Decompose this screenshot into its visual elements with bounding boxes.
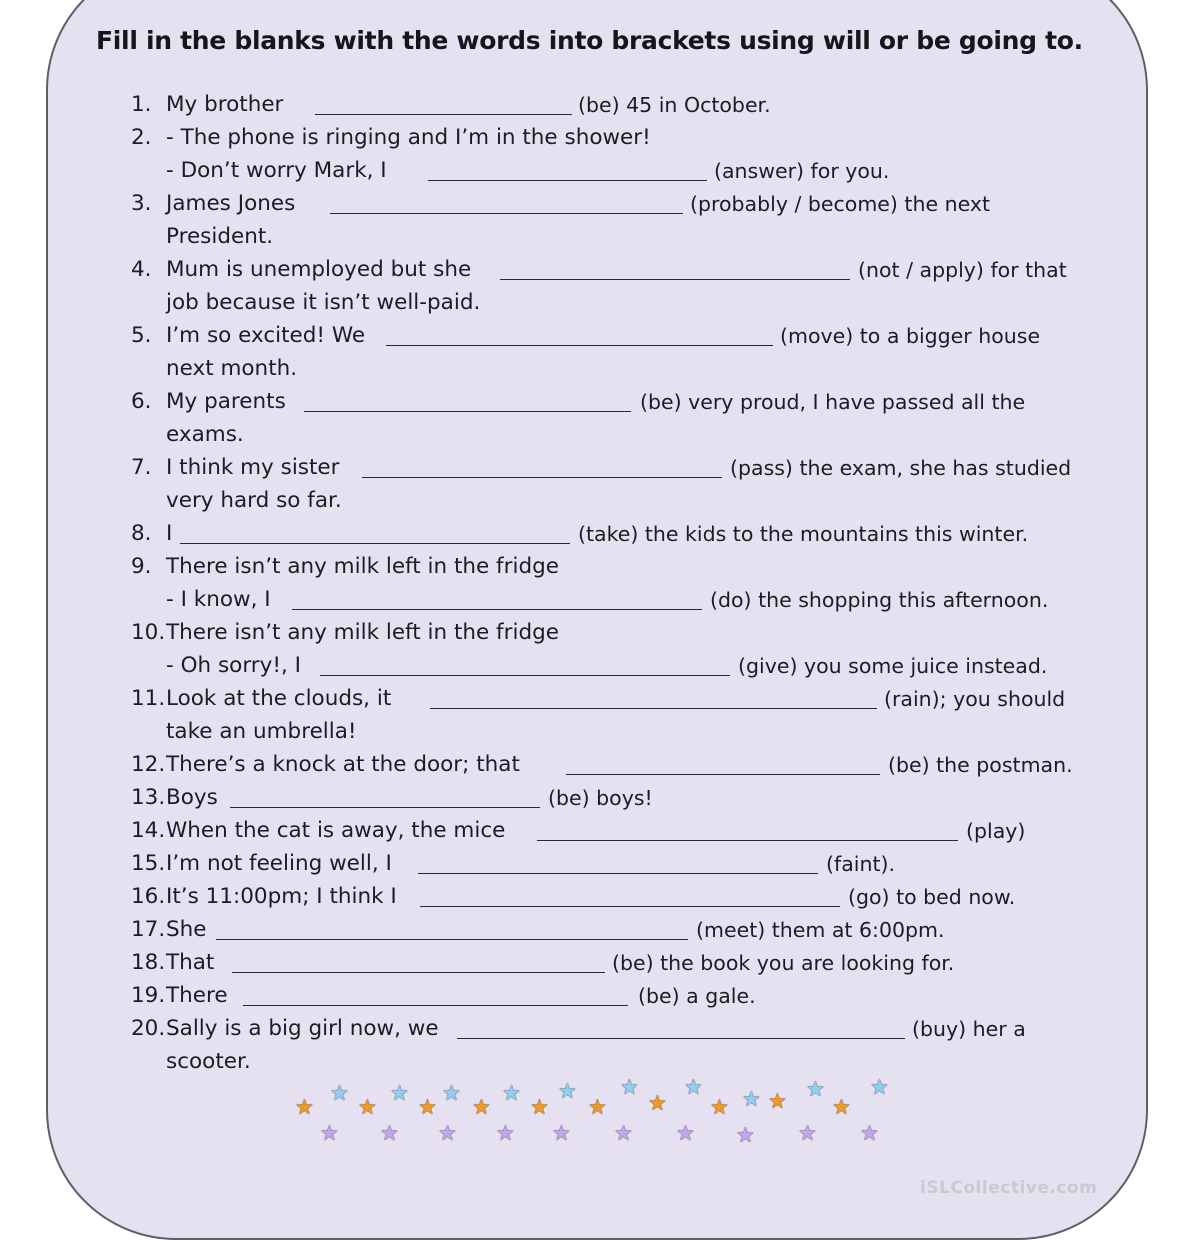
star-icon: ★ xyxy=(684,1075,703,1099)
question-text: James Jones xyxy=(166,191,296,216)
question-text: - Oh sorry!, I xyxy=(166,653,301,678)
answer-blank[interactable] xyxy=(428,180,707,181)
question-text: Look at the clouds, it xyxy=(166,686,392,711)
bracket-hint: (faint). xyxy=(826,852,896,876)
star-icon: ★ xyxy=(620,1075,639,1099)
question-text: very hard so far. xyxy=(166,488,342,513)
star-icon: ★ xyxy=(295,1095,314,1119)
bracket-hint: (probably / become) the next xyxy=(690,192,990,216)
star-icon: ★ xyxy=(502,1081,521,1105)
item-number: 11. xyxy=(131,686,166,711)
answer-blank[interactable] xyxy=(420,906,840,907)
star-icon: ★ xyxy=(648,1091,667,1115)
item-number: 17. xyxy=(131,917,166,942)
item-number: 15. xyxy=(131,851,166,876)
item-number: 8. xyxy=(131,521,152,546)
item-number: 1. xyxy=(131,92,152,117)
answer-blank[interactable] xyxy=(180,543,570,544)
star-icon: ★ xyxy=(380,1121,399,1145)
answer-blank[interactable] xyxy=(320,675,730,676)
answer-blank[interactable] xyxy=(362,477,722,478)
item-number: 10. xyxy=(131,620,166,645)
star-icon: ★ xyxy=(832,1095,851,1119)
star-icon: ★ xyxy=(442,1081,461,1105)
answer-blank[interactable] xyxy=(243,1005,628,1006)
answer-blank[interactable] xyxy=(232,972,605,973)
star-icon: ★ xyxy=(558,1079,577,1103)
item-number: 9. xyxy=(131,554,152,579)
question-text: Mum is unemployed but she xyxy=(166,257,472,282)
bracket-hint: (be) the postman. xyxy=(888,753,1073,777)
bracket-hint: (rain); you should xyxy=(884,687,1066,711)
item-number: 2. xyxy=(131,125,152,150)
star-icon: ★ xyxy=(870,1075,889,1099)
stars-decoration xyxy=(290,1075,900,1150)
star-icon: ★ xyxy=(390,1081,409,1105)
star-icon: ★ xyxy=(806,1077,825,1101)
question-text: I xyxy=(166,521,173,546)
answer-blank[interactable] xyxy=(292,609,702,610)
bracket-hint: (go) to bed now. xyxy=(848,885,1016,909)
item-number: 18. xyxy=(131,950,166,975)
star-icon: ★ xyxy=(552,1121,571,1145)
bracket-hint: (buy) her a xyxy=(912,1017,1026,1041)
item-number: 12. xyxy=(131,752,166,777)
question-text: President. xyxy=(166,224,274,249)
star-icon: ★ xyxy=(588,1095,607,1119)
star-icon: ★ xyxy=(320,1121,339,1145)
bracket-hint: (give) you some juice instead. xyxy=(738,654,1048,678)
star-icon: ★ xyxy=(768,1089,787,1113)
star-icon: ★ xyxy=(710,1095,729,1119)
bracket-hint: (answer) for you. xyxy=(714,159,890,183)
item-number: 20. xyxy=(131,1016,166,1041)
answer-blank[interactable] xyxy=(386,345,773,346)
bracket-hint: (move) to a bigger house xyxy=(780,324,1041,348)
star-icon: ★ xyxy=(530,1095,549,1119)
star-icon: ★ xyxy=(736,1123,755,1147)
question-text: There isn’t any milk left in the fridge xyxy=(166,620,559,645)
star-icon: ★ xyxy=(860,1121,879,1145)
question-text: She xyxy=(166,917,207,942)
question-text: There xyxy=(166,983,228,1008)
answer-blank[interactable] xyxy=(566,774,880,775)
item-number: 7. xyxy=(131,455,152,480)
question-text: - The phone is ringing and I’m in the shower! xyxy=(166,125,651,150)
item-number: 19. xyxy=(131,983,166,1008)
question-text: Sally is a big girl now, we xyxy=(166,1016,439,1041)
item-number: 13. xyxy=(131,785,166,810)
star-icon: ★ xyxy=(330,1081,349,1105)
bracket-hint: (play) xyxy=(966,819,1026,843)
question-text: Boys xyxy=(166,785,218,810)
question-text: - I know, I xyxy=(166,587,271,612)
star-icon: ★ xyxy=(496,1121,515,1145)
question-text: My brother xyxy=(166,92,284,117)
question-text: I think my sister xyxy=(166,455,340,480)
item-number: 6. xyxy=(131,389,152,414)
answer-blank[interactable] xyxy=(230,807,540,808)
answer-blank[interactable] xyxy=(330,213,683,214)
item-number: 4. xyxy=(131,257,152,282)
question-text: next month. xyxy=(166,356,298,381)
answer-blank[interactable] xyxy=(304,411,631,412)
star-icon: ★ xyxy=(358,1095,377,1119)
bracket-hint: (take) the kids to the mountains this winter. xyxy=(578,522,1029,546)
item-number: 5. xyxy=(131,323,152,348)
watermark: iSLCollective.com xyxy=(920,1178,1098,1198)
answer-blank[interactable] xyxy=(500,279,850,280)
star-icon: ★ xyxy=(742,1087,761,1111)
item-number: 16. xyxy=(131,884,166,909)
answer-blank[interactable] xyxy=(315,114,572,115)
star-icon: ★ xyxy=(438,1121,457,1145)
item-number: 14. xyxy=(131,818,166,843)
question-text: That xyxy=(166,950,215,975)
bracket-hint: (be) very proud, I have passed all the xyxy=(640,390,1026,414)
answer-blank[interactable] xyxy=(430,708,877,709)
question-text: take an umbrella! xyxy=(166,719,357,744)
answer-blank[interactable] xyxy=(216,939,688,940)
question-text: - Don’t worry Mark, I xyxy=(166,158,387,183)
bracket-hint: (be) a gale. xyxy=(638,984,756,1008)
star-icon: ★ xyxy=(798,1121,817,1145)
worksheet-title: Fill in the blanks with the words into brackets using will or be going to. xyxy=(96,26,1083,55)
question-text: When the cat is away, the mice xyxy=(166,818,506,843)
question-text: I’m so excited! We xyxy=(166,323,366,348)
bracket-hint: (pass) the exam, she has studied xyxy=(730,456,1072,480)
answer-blank[interactable] xyxy=(537,840,958,841)
bracket-hint: (be) boys! xyxy=(548,786,653,810)
question-text: scooter. xyxy=(166,1049,251,1074)
question-text: job because it isn’t well-paid. xyxy=(166,290,481,315)
question-text: exams. xyxy=(166,422,244,447)
star-icon: ★ xyxy=(676,1121,695,1145)
star-icon: ★ xyxy=(472,1095,491,1119)
answer-blank[interactable] xyxy=(457,1038,905,1039)
question-text: It’s 11:00pm; I think I xyxy=(166,884,397,909)
question-text: There’s a knock at the door; that xyxy=(166,752,520,777)
bracket-hint: (meet) them at 6:00pm. xyxy=(696,918,945,942)
question-text: There isn’t any milk left in the fridge xyxy=(166,554,559,579)
bracket-hint: (be) the book you are looking for. xyxy=(612,951,955,975)
item-number: 3. xyxy=(131,191,152,216)
bracket-hint: (be) 45 in October. xyxy=(578,93,771,117)
star-icon: ★ xyxy=(614,1121,633,1145)
question-text: My parents xyxy=(166,389,286,414)
star-icon: ★ xyxy=(418,1095,437,1119)
bracket-hint: (not / apply) for that xyxy=(858,258,1067,282)
answer-blank[interactable] xyxy=(418,873,818,874)
bracket-hint: (do) the shopping this afternoon. xyxy=(710,588,1049,612)
question-text: I’m not feeling well, I xyxy=(166,851,392,876)
